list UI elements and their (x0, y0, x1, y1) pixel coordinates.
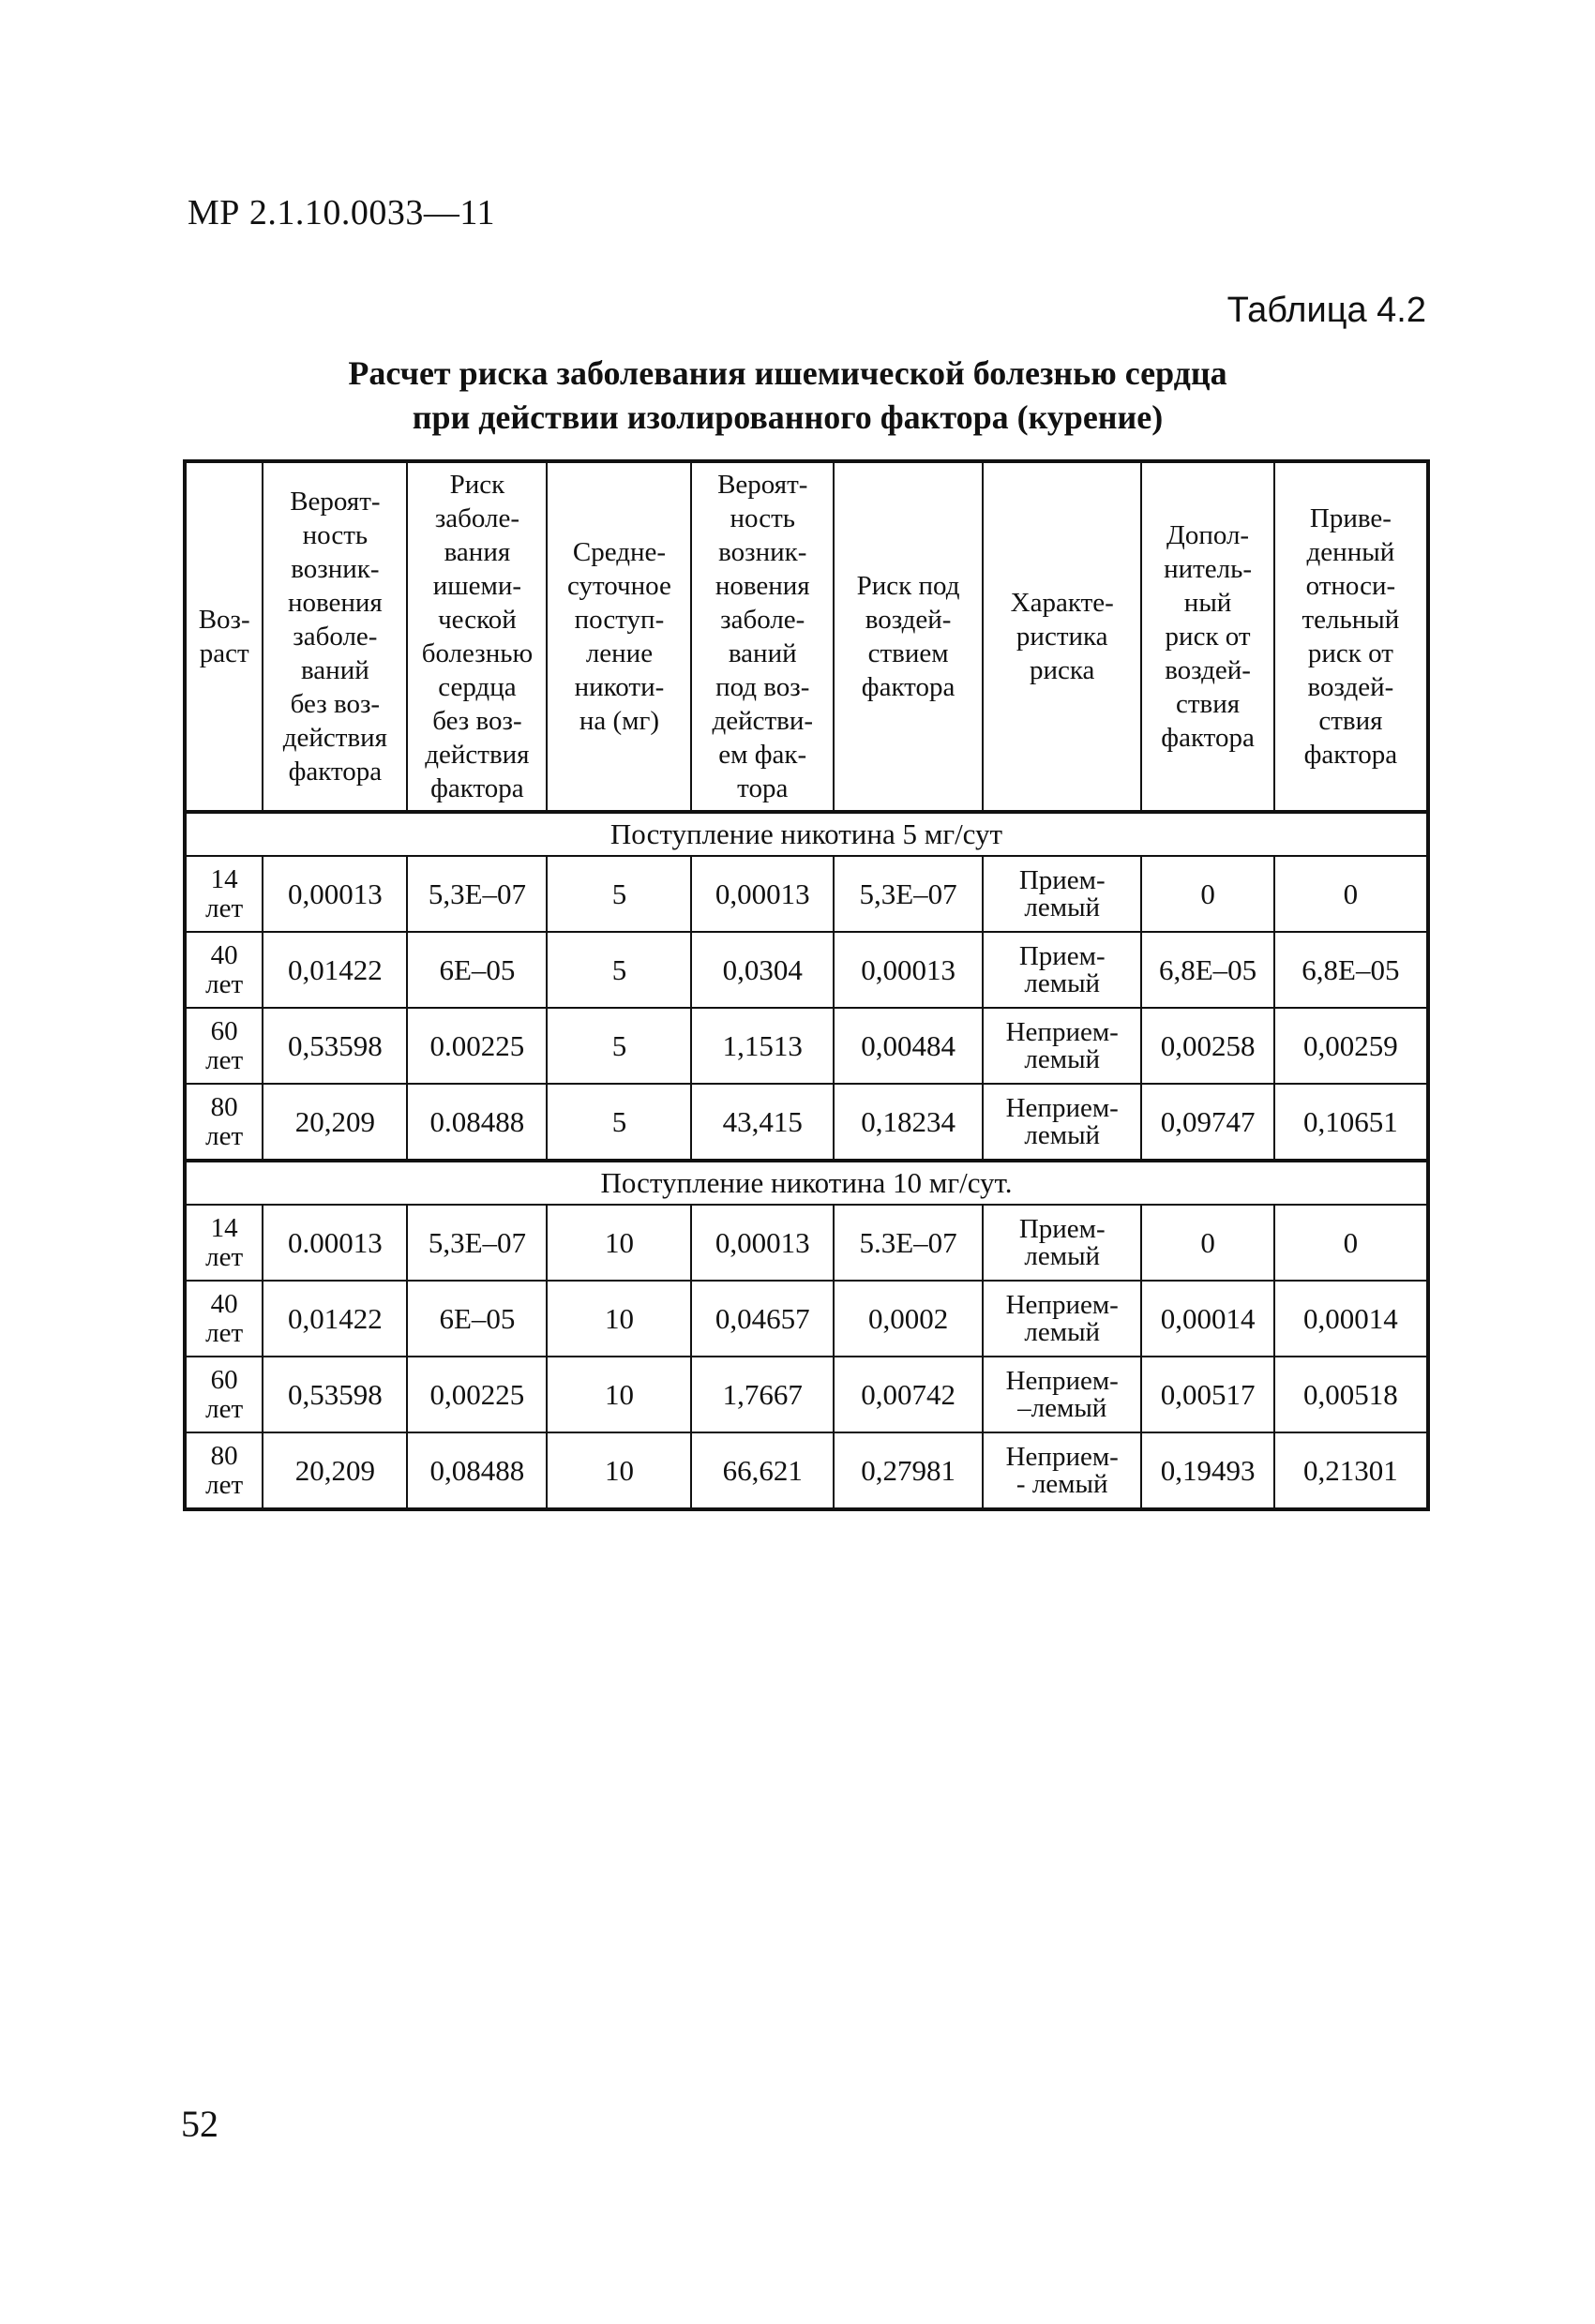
cell-relative-risk: 0 (1274, 1205, 1428, 1281)
cell-relative-risk: 0,00259 (1274, 1008, 1428, 1084)
cell-additional-risk: 0 (1141, 1205, 1273, 1281)
cell-nicotine-intake: 5 (547, 932, 691, 1008)
cell-age: 60 лет (185, 1357, 263, 1432)
cell-risk-without: 0,00225 (407, 1357, 547, 1432)
cell-prob-without: 0.00013 (263, 1205, 407, 1281)
table-row (185, 1205, 1428, 1281)
cell-risk-with: 5.3E–07 (834, 1205, 983, 1281)
cell-relative-risk: 0,00014 (1274, 1281, 1428, 1357)
cell-risk-without: 6E–05 (407, 1281, 547, 1357)
cell-prob-with: 1,1513 (691, 1008, 834, 1084)
cell-age: 40 лет (185, 1281, 263, 1357)
cell-risk-without: 0.00225 (407, 1008, 547, 1084)
table-title-line-1: Расчет риска заболевания ишемической болезнью сердца (348, 354, 1227, 392)
table-row (185, 1084, 1428, 1161)
cell-prob-without: 0,01422 (263, 932, 407, 1008)
cell-age: 14 лет (185, 1205, 263, 1281)
table-body (185, 812, 1428, 1509)
cell-risk-without: 5,3E–07 (407, 1205, 547, 1281)
cell-risk-characteristic: Прием- лемый (983, 932, 1141, 1008)
cell-age: 80 лет (185, 1432, 263, 1509)
table-header-row (185, 461, 1428, 812)
column-header-risk-with: Риск под воздей- ствием фактора (834, 461, 983, 812)
table-row (185, 856, 1428, 932)
table-label: Таблица 4.2 (1226, 291, 1426, 330)
cell-additional-risk: 0 (1141, 856, 1273, 932)
cell-risk-without: 6E–05 (407, 932, 547, 1008)
cell-additional-risk: 6,8E–05 (1141, 932, 1273, 1008)
cell-additional-risk: 0,00258 (1141, 1008, 1273, 1084)
section-title: Поступление никотина 5 мг/сут (185, 812, 1428, 856)
cell-prob-with: 66,621 (691, 1432, 834, 1509)
cell-additional-risk: 0,09747 (1141, 1084, 1273, 1161)
cell-risk-characteristic: Неприем- –лемый (983, 1357, 1141, 1432)
cell-risk-with: 0,0002 (834, 1281, 983, 1357)
cell-nicotine-intake: 10 (547, 1281, 691, 1357)
cell-prob-with: 0,04657 (691, 1281, 834, 1357)
cell-risk-characteristic: Неприем- лемый (983, 1084, 1141, 1161)
column-header-prob-with: Вероят- ность возник- новения заболе- ваний под воз- действи- ем фак- тора (691, 461, 834, 812)
risk-table (183, 459, 1430, 1511)
cell-nicotine-intake: 5 (547, 856, 691, 932)
cell-age: 40 лет (185, 932, 263, 1008)
cell-risk-with: 5,3E–07 (834, 856, 983, 932)
cell-prob-with: 0,00013 (691, 1205, 834, 1281)
section-row (185, 812, 1428, 856)
column-header-relative-risk: Приве- денный относи- тельный риск от воздей- ствия фактора (1274, 461, 1428, 812)
cell-risk-with: 0,00484 (834, 1008, 983, 1084)
cell-relative-risk: 0,21301 (1274, 1432, 1428, 1509)
table-row (185, 1008, 1428, 1084)
cell-prob-without: 0,53598 (263, 1008, 407, 1084)
table-title (281, 352, 1294, 440)
column-header-additional-risk: Допол- нитель- ный риск от воздей- ствия фактора (1141, 461, 1273, 812)
cell-prob-without: 20,209 (263, 1432, 407, 1509)
cell-risk-characteristic: Неприем- - лемый (983, 1432, 1141, 1509)
cell-risk-with: 0,00742 (834, 1357, 983, 1432)
table-row (185, 932, 1428, 1008)
cell-nicotine-intake: 10 (547, 1432, 691, 1509)
cell-prob-without: 0,00013 (263, 856, 407, 932)
table-row (185, 1281, 1428, 1357)
cell-risk-with: 0,00013 (834, 932, 983, 1008)
document-code: МР 2.1.10.0033—11 (188, 193, 496, 232)
cell-relative-risk: 0,10651 (1274, 1084, 1428, 1161)
cell-prob-with: 43,415 (691, 1084, 834, 1161)
cell-risk-without: 5,3E–07 (407, 856, 547, 932)
cell-prob-with: 0,00013 (691, 856, 834, 932)
cell-additional-risk: 0,19493 (1141, 1432, 1273, 1509)
cell-prob-without: 0,01422 (263, 1281, 407, 1357)
cell-age: 80 лет (185, 1084, 263, 1161)
page-number: 52 (181, 2103, 218, 2145)
cell-prob-without: 0,53598 (263, 1357, 407, 1432)
cell-relative-risk: 0 (1274, 856, 1428, 932)
table-title-line-2: при действии изолированного фактора (курение) (412, 398, 1164, 436)
cell-additional-risk: 0,00014 (1141, 1281, 1273, 1357)
table-row (185, 1432, 1428, 1509)
cell-prob-with: 0,0304 (691, 932, 834, 1008)
column-header-age: Воз- раст (185, 461, 263, 812)
cell-nicotine-intake: 5 (547, 1008, 691, 1084)
cell-risk-without: 0,08488 (407, 1432, 547, 1509)
column-header-nicotine-intake: Средне- суточное поступ- ление никоти- на (мг) (547, 461, 691, 812)
cell-risk-with: 0,18234 (834, 1084, 983, 1161)
cell-nicotine-intake: 5 (547, 1084, 691, 1161)
cell-risk-characteristic: Неприем- лемый (983, 1281, 1141, 1357)
section-title: Поступление никотина 10 мг/сут. (185, 1161, 1428, 1205)
risk-table-container (183, 459, 1430, 1511)
cell-age: 60 лет (185, 1008, 263, 1084)
column-header-prob-without: Вероят- ность возник- новения заболе- ваний без воз- действия фактора (263, 461, 407, 812)
cell-additional-risk: 0,00517 (1141, 1357, 1273, 1432)
cell-nicotine-intake: 10 (547, 1357, 691, 1432)
cell-risk-characteristic: Прием- лемый (983, 856, 1141, 932)
cell-risk-with: 0,27981 (834, 1432, 983, 1509)
column-header-risk-without: Риск заболе- вания ишеми- ческой болезнью сердца без воз- действия фактора (407, 461, 547, 812)
cell-prob-without: 20,209 (263, 1084, 407, 1161)
section-row (185, 1161, 1428, 1205)
cell-relative-risk: 6,8E–05 (1274, 932, 1428, 1008)
cell-risk-characteristic: Неприем- лемый (983, 1008, 1141, 1084)
cell-risk-characteristic: Прием- лемый (983, 1205, 1141, 1281)
cell-risk-without: 0.08488 (407, 1084, 547, 1161)
column-header-risk-characteristic: Характе- ристика риска (983, 461, 1141, 812)
cell-prob-with: 1,7667 (691, 1357, 834, 1432)
cell-nicotine-intake: 10 (547, 1205, 691, 1281)
cell-age: 14 лет (185, 856, 263, 932)
cell-relative-risk: 0,00518 (1274, 1357, 1428, 1432)
table-row (185, 1357, 1428, 1432)
